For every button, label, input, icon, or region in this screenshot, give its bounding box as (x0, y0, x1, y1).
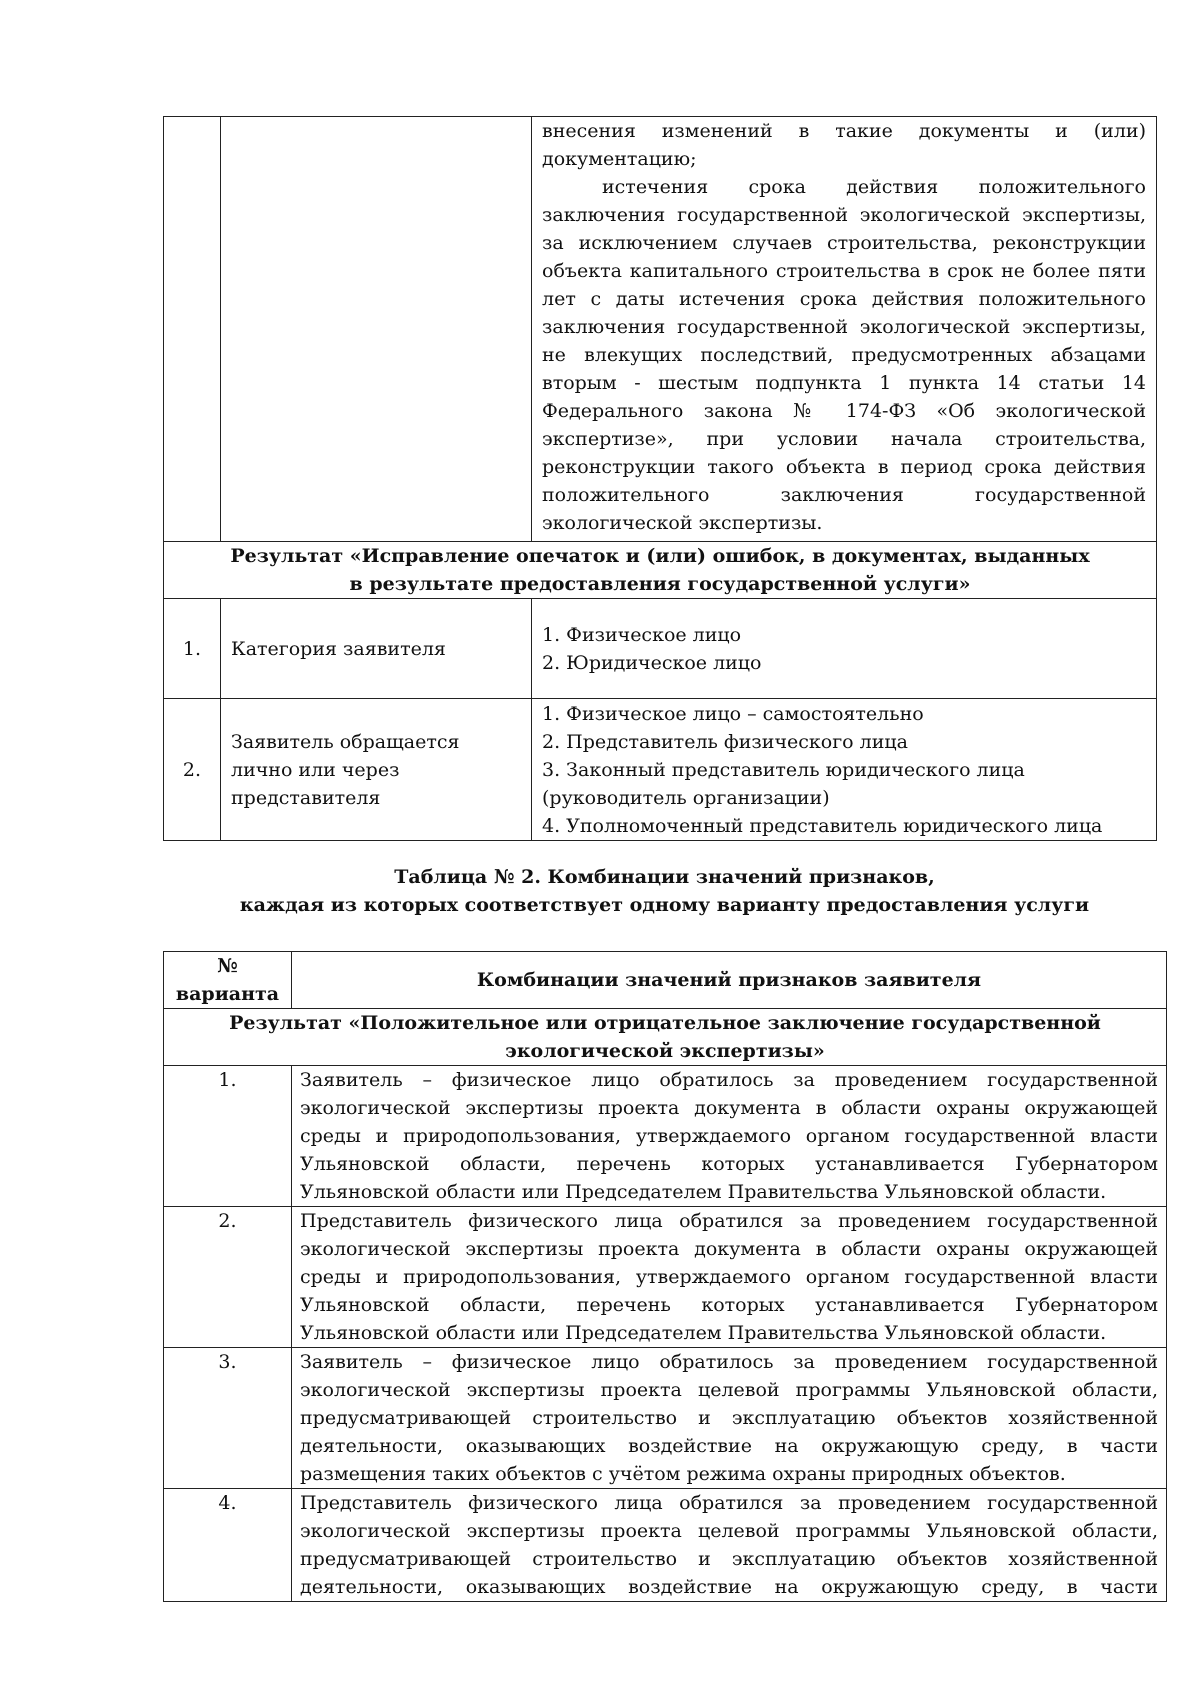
variant-number: 2. (164, 1207, 292, 1348)
variants-table (163, 951, 1167, 1602)
continuation-row (164, 117, 1157, 542)
value-item: 2. Юридическое лицо (542, 651, 762, 674)
num-cell-empty (164, 117, 221, 542)
criteria-table (163, 116, 1157, 841)
value-item: 2. Представитель физического лица (542, 730, 908, 753)
attribute-values (532, 699, 1157, 841)
table-row (164, 599, 1157, 699)
value-item: (руководитель организации) (542, 786, 830, 809)
header-row (164, 952, 1167, 1009)
attribute-cell-empty (221, 117, 532, 542)
table-row (164, 699, 1157, 841)
continuation-text-cell (532, 117, 1157, 542)
variant-row (164, 1066, 1167, 1207)
variant-number: 4. (164, 1489, 292, 1602)
variant-row (164, 1207, 1167, 1348)
result-heading: Результат «Положительное или отрицательное заключение государственной экологической экспертизы» (164, 1009, 1167, 1066)
continuation-paragraph: внесения изменений в такие документы и (или) документацию; (542, 120, 1146, 170)
result-heading: Результат «Исправление опечаток и (или) ошибок, в документах, выданных в результате предоставления государственной услуги» (164, 542, 1157, 599)
row-number: 2. (164, 699, 221, 841)
table2-caption: Таблица № 2. Комбинации значений признаков, каждая из которых соответствует одному варианту предоставления услуги (239, 866, 1090, 916)
variant-text: Представитель физического лица обратился за проведением государственной экологической экспертизы проекта целевой программы Ульяновской области, предусматривающей строительство и эксплуатацию объектов хозяйственной деятельности, оказывающих воздействие на окружающую среду, в части (292, 1489, 1167, 1602)
variant-row (164, 1489, 1167, 1602)
value-item: 3. Законный представитель юридического лица (542, 758, 1025, 781)
header-combinations: Комбинации значений признаков заявителя (292, 952, 1167, 1009)
attribute-name: Категория заявителя (221, 599, 532, 699)
value-item: 1. Физическое лицо – самостоятельно (542, 702, 924, 725)
variant-text: Представитель физического лица обратился за проведением государственной экологической экспертизы проекта документа в области охраны окружающей среды и природопользования, утверждаемого органом государственной власти Ульяновской области, перечень которых устанавливается Губернатором Ульяновской области или Председателем Правительства Ульяновской области. (292, 1207, 1167, 1348)
variant-row (164, 1348, 1167, 1489)
value-item: 4. Уполномоченный представитель юридического лица (542, 814, 1103, 837)
header-variant-number: № варианта (164, 952, 292, 1009)
result-heading-row (164, 542, 1157, 599)
value-item: 1. Физическое лицо (542, 623, 742, 646)
continuation-paragraph: истечения срока действия положительного заключения государственной экологической экспертизы, за исключением случаев строительства, реконструкции объекта капитального строительства в срок не более пяти лет с даты истечения срока действия положительного заключения государственной экологической экспертизы, не влекущих последствий, предусмотренных абзацами вторым - шестым подпункта 1 пункта 14 статьи 14 Федерального закона № 174-ФЗ «Об экологической экспертизе», при условии начала строительства, реконструкции такого объекта в период срока действия положительного заключения государственной экологической экспертизы. (542, 176, 1146, 534)
result-heading-row (164, 1009, 1167, 1066)
attribute-values (532, 599, 1157, 699)
variant-text: Заявитель – физическое лицо обратилось за проведением государственной экологической экспертизы проекта документа в области охраны окружающей среды и природопользования, утверждаемого органом государственной власти Ульяновской области, перечень которых устанавливается Губернатором Ульяновской области или Председателем Правительства Ульяновской области. (292, 1066, 1167, 1207)
variant-text: Заявитель – физическое лицо обратилось за проведением государственной экологической экспертизы проекта целевой программы Ульяновской области, предусматривающей строительство и эксплуатацию объектов хозяйственной деятельности, оказывающих воздействие на окружающую среду, в части размещения таких объектов с учётом режима охраны природных объектов. (292, 1348, 1167, 1489)
variant-number: 1. (164, 1066, 292, 1207)
attribute-name: Заявитель обращается лично или через представителя (221, 699, 532, 841)
row-number: 1. (164, 599, 221, 699)
variant-number: 3. (164, 1348, 292, 1489)
